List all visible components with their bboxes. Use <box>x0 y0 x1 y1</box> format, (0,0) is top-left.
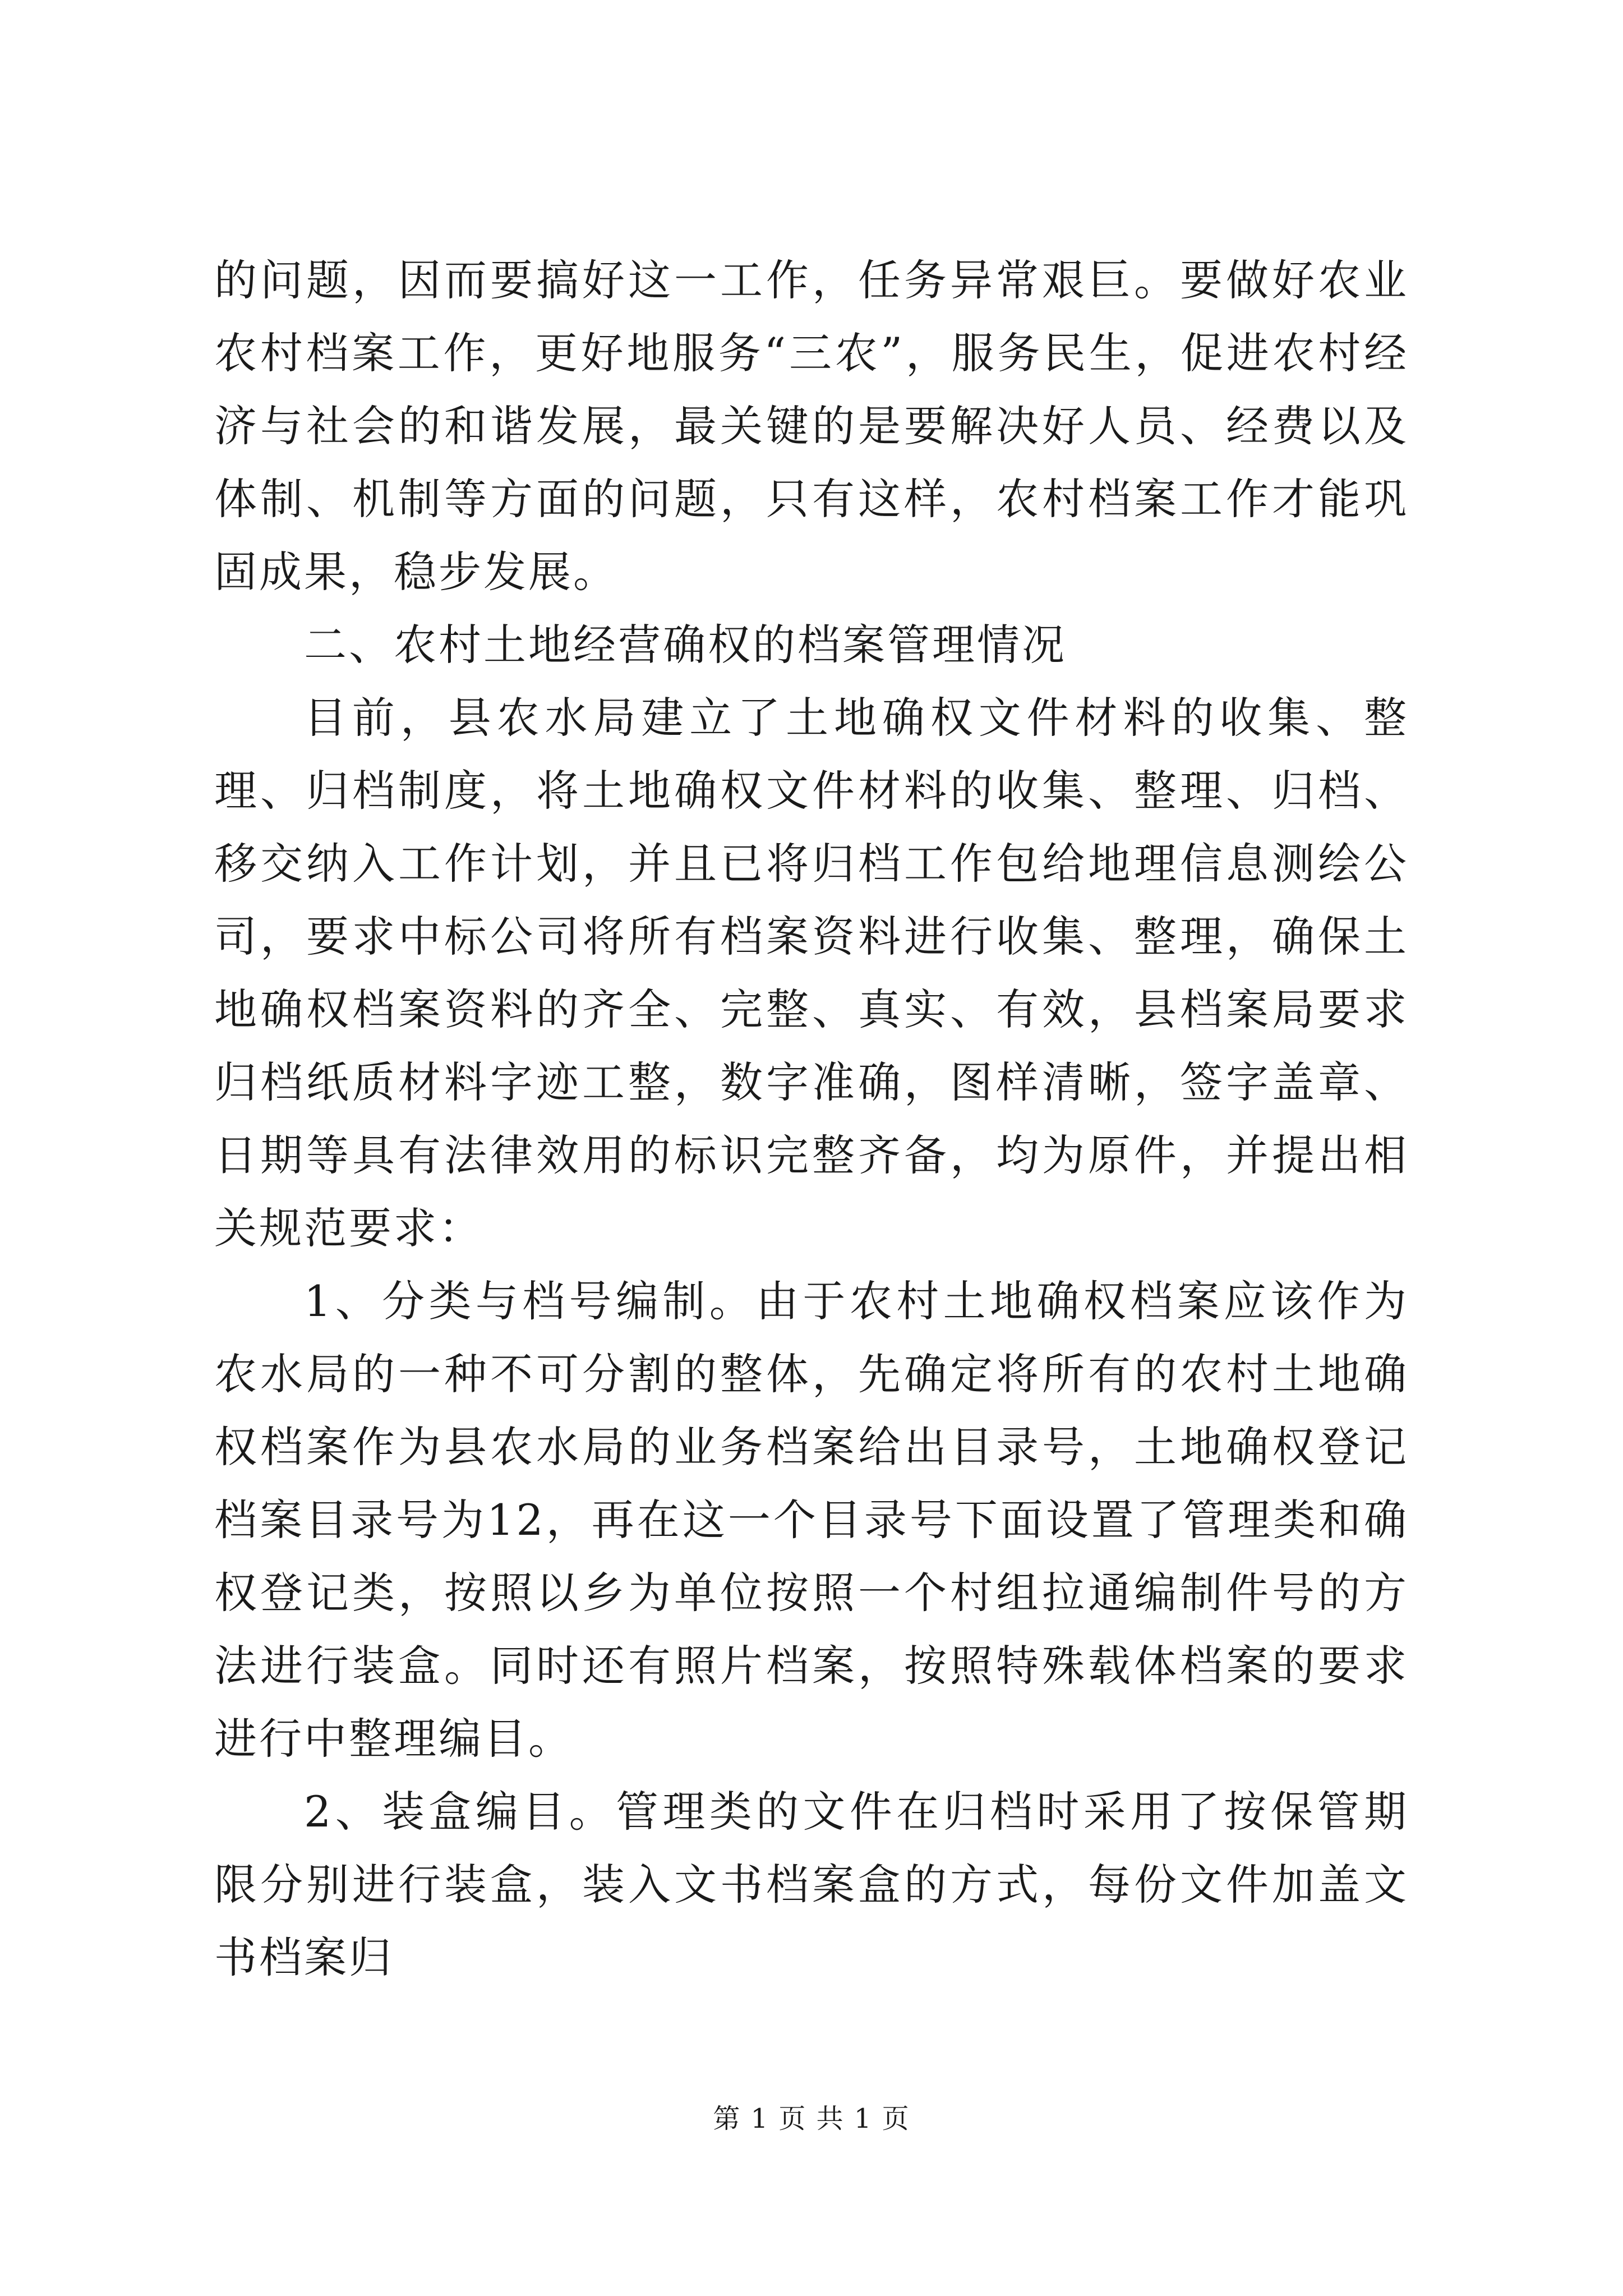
page-footer: 第 1 页 共 1 页 <box>713 2103 910 2134</box>
paragraph-boxing: 2、装盒编目。管理类的文件在归档时采用了按保管期限分别进行装盒，装入文书档案盒的方式，每份文件加盖文书档案归 <box>214 1787 1409 1982</box>
section-heading: 二、农村土地经营确权的档案管理情况 <box>304 620 1067 670</box>
paragraph-current-status: 目前，县农水局建立了土地确权文件材料的收集、整理、归档制度，将土地确权文件材料的收集、整理、归档、移交纳入工作计划，并且已将归档工作包给地理信息测绘公司，要求中标公司将所有档案资料进行收集、整理，确保土地确权档案资料的齐全、完整、真实、有效，县档案局要求归档纸质材料字迹工整，数字准确，图样清晰，签字盖章、日期等具有法律效用的标识完整齐备，均为原件，并提出相关规范要求： <box>214 693 1409 1253</box>
paragraph-continuation: 的问题，因而要搞好这一工作，任务异常艰巨。要做好农业农村档案工作，更好地服务“三农”，服务民生，促进农村经济与社会的和谐发展，最关键的是要解决好人员、经费以及体制、机制等方面的问题，只有这样，农村档案工作才能巩固成果，稳步发展。 <box>214 255 1409 597</box>
paragraph-classification: 1、分类与档号编制。由于农村土地确权档案应该作为农水局的一种不可分割的整体，先确定将所有的农村土地确权档案作为县农水局的业务档案给出目录号，土地确权登记档案目录号为12，再在这一个目录号下面设置了管理类和确权登记类，按照以乡为单位按照一个村组拉通编制件号的方法进行装盒。同时还有照片档案，按照特殊载体档案的要求进行中整理编目。 <box>214 1276 1409 1764</box>
document-body <box>214 244 1409 1994</box>
